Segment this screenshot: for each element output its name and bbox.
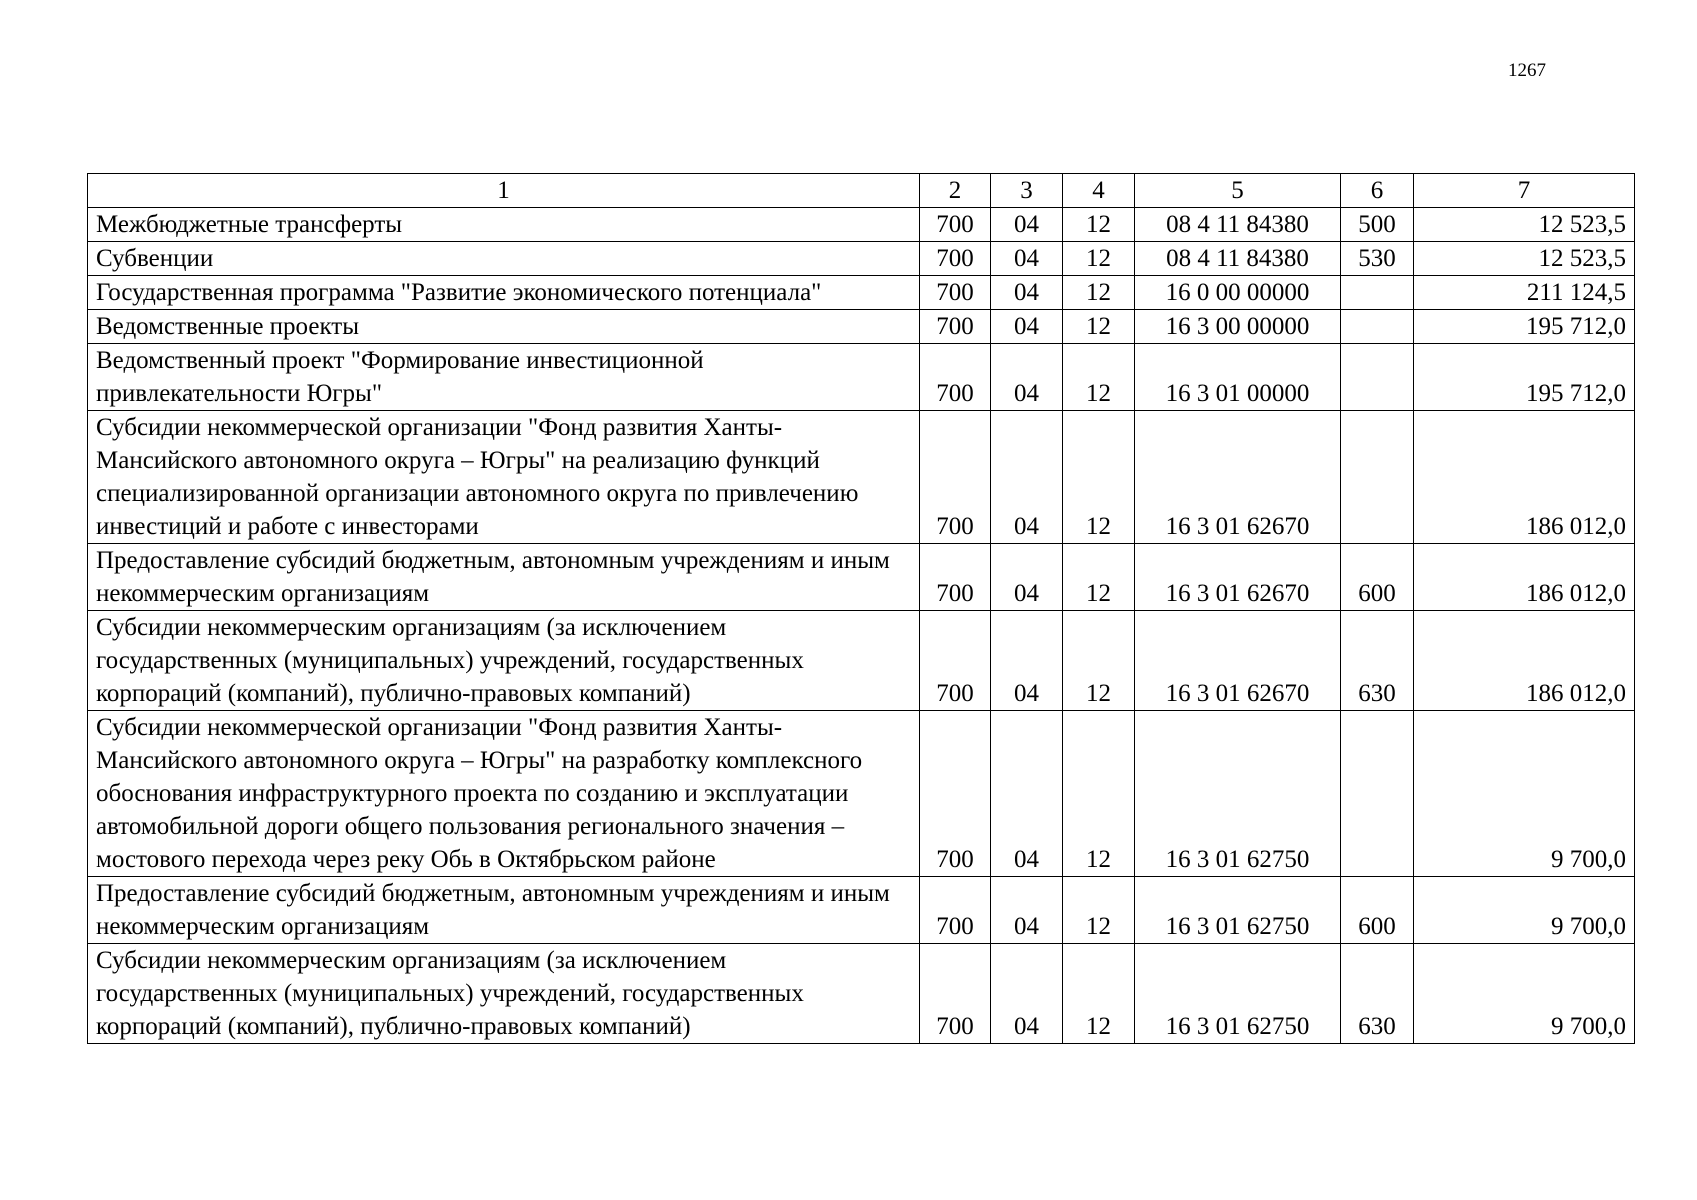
col2-cell: 700: [920, 611, 991, 711]
table-row: [88, 611, 1635, 711]
col5-cell: 16 3 01 00000: [1135, 344, 1341, 411]
table-row: [88, 944, 1635, 1044]
table-row: [88, 242, 1635, 276]
col2-cell: 700: [920, 411, 991, 544]
table-header-row: [88, 174, 1635, 208]
col5-cell: 16 3 01 62670: [1135, 611, 1341, 711]
table-row: [88, 310, 1635, 344]
col3-cell: 04: [991, 711, 1063, 877]
header-cell: 2: [920, 174, 991, 208]
col7-cell: 9 700,0: [1414, 877, 1635, 944]
col5-cell: 16 3 01 62750: [1135, 877, 1341, 944]
col2-cell: 700: [920, 242, 991, 276]
col2-cell: 700: [920, 344, 991, 411]
col5-cell: 08 4 11 84380: [1135, 242, 1341, 276]
col4-cell: 12: [1063, 242, 1135, 276]
col2-cell: 700: [920, 711, 991, 877]
col3-cell: 04: [991, 877, 1063, 944]
col3-cell: 04: [991, 344, 1063, 411]
col2-cell: 700: [920, 877, 991, 944]
col7-cell: 186 012,0: [1414, 611, 1635, 711]
col4-cell: 12: [1063, 944, 1135, 1044]
row-name-cell: Субсидии некоммерческим организациям (за исключением государственных (муниципальных) учреждений, государственных корпораций (компаний), публично-правовых компаний): [88, 944, 920, 1044]
col5-cell: 16 3 01 62750: [1135, 711, 1341, 877]
table-row: [88, 208, 1635, 242]
col4-cell: 12: [1063, 611, 1135, 711]
row-name-cell: Ведомственные проекты: [88, 310, 920, 344]
col4-cell: 12: [1063, 276, 1135, 310]
col4-cell: 12: [1063, 877, 1135, 944]
col5-cell: 16 3 00 00000: [1135, 310, 1341, 344]
col2-cell: 700: [920, 208, 991, 242]
col6-cell: 630: [1341, 944, 1414, 1044]
row-name-cell: Субвенции: [88, 242, 920, 276]
col2-cell: 700: [920, 310, 991, 344]
col7-cell: 12 523,5: [1414, 242, 1635, 276]
col4-cell: 12: [1063, 411, 1135, 544]
col3-cell: 04: [991, 544, 1063, 611]
col7-cell: 211 124,5: [1414, 276, 1635, 310]
table-row: [88, 544, 1635, 611]
row-name-cell: Предоставление субсидий бюджетным, автономным учреждениям и иным некоммерческим организациям: [88, 544, 920, 611]
col3-cell: 04: [991, 944, 1063, 1044]
col3-cell: 04: [991, 611, 1063, 711]
col6-cell: 600: [1341, 544, 1414, 611]
header-cell: 4: [1063, 174, 1135, 208]
col3-cell: 04: [991, 411, 1063, 544]
col4-cell: 12: [1063, 344, 1135, 411]
col5-cell: 08 4 11 84380: [1135, 208, 1341, 242]
col3-cell: 04: [991, 208, 1063, 242]
table-row: [88, 411, 1635, 544]
budget-table: [87, 173, 1635, 1044]
col7-cell: 195 712,0: [1414, 310, 1635, 344]
col3-cell: 04: [991, 310, 1063, 344]
header-cell: 1: [88, 174, 920, 208]
row-name-cell: Предоставление субсидий бюджетным, автономным учреждениям и иным некоммерческим организациям: [88, 877, 920, 944]
col6-cell: [1341, 711, 1414, 877]
col7-cell: 9 700,0: [1414, 944, 1635, 1044]
col7-cell: 186 012,0: [1414, 411, 1635, 544]
col6-cell: [1341, 310, 1414, 344]
col2-cell: 700: [920, 544, 991, 611]
col4-cell: 12: [1063, 310, 1135, 344]
col6-cell: 530: [1341, 242, 1414, 276]
col4-cell: 12: [1063, 544, 1135, 611]
header-cell: 5: [1135, 174, 1341, 208]
col6-cell: 600: [1341, 877, 1414, 944]
table-row: [88, 711, 1635, 877]
col7-cell: 186 012,0: [1414, 544, 1635, 611]
col4-cell: 12: [1063, 711, 1135, 877]
page-number: 1267: [1508, 60, 1546, 81]
col3-cell: 04: [991, 276, 1063, 310]
col7-cell: 12 523,5: [1414, 208, 1635, 242]
col6-cell: [1341, 411, 1414, 544]
row-name-cell: Субсидии некоммерческой организации "Фонд развития Ханты-Мансийского автономного округа – Югры" на разработку комплексного обоснования инфраструктурного проекта по созданию и эксплуатации автомобильной дороги общего пользования регионального значения – мостового перехода через реку Обь в Октябрьском районе: [88, 711, 920, 877]
table-row: [88, 276, 1635, 310]
header-cell: 7: [1414, 174, 1635, 208]
col2-cell: 700: [920, 276, 991, 310]
col4-cell: 12: [1063, 208, 1135, 242]
col6-cell: [1341, 276, 1414, 310]
col3-cell: 04: [991, 242, 1063, 276]
table-row: [88, 344, 1635, 411]
col5-cell: 16 3 01 62750: [1135, 944, 1341, 1044]
table-row: [88, 877, 1635, 944]
col6-cell: 630: [1341, 611, 1414, 711]
col5-cell: 16 0 00 00000: [1135, 276, 1341, 310]
col2-cell: 700: [920, 944, 991, 1044]
col7-cell: 9 700,0: [1414, 711, 1635, 877]
col5-cell: 16 3 01 62670: [1135, 544, 1341, 611]
col5-cell: 16 3 01 62670: [1135, 411, 1341, 544]
row-name-cell: Ведомственный проект "Формирование инвестиционной привлекательности Югры": [88, 344, 920, 411]
row-name-cell: Субсидии некоммерческой организации "Фонд развития Ханты-Мансийского автономного округа – Югры" на реализацию функций специализированной организации автономного округа по привлечению инвестиций и работе с инвесторами: [88, 411, 920, 544]
row-name-cell: Государственная программа "Развитие экономического потенциала": [88, 276, 920, 310]
row-name-cell: Субсидии некоммерческим организациям (за исключением государственных (муниципальных) учреждений, государственных корпораций (компаний), публично-правовых компаний): [88, 611, 920, 711]
header-cell: 3: [991, 174, 1063, 208]
col6-cell: 500: [1341, 208, 1414, 242]
header-cell: 6: [1341, 174, 1414, 208]
col7-cell: 195 712,0: [1414, 344, 1635, 411]
row-name-cell: Межбюджетные трансферты: [88, 208, 920, 242]
col6-cell: [1341, 344, 1414, 411]
